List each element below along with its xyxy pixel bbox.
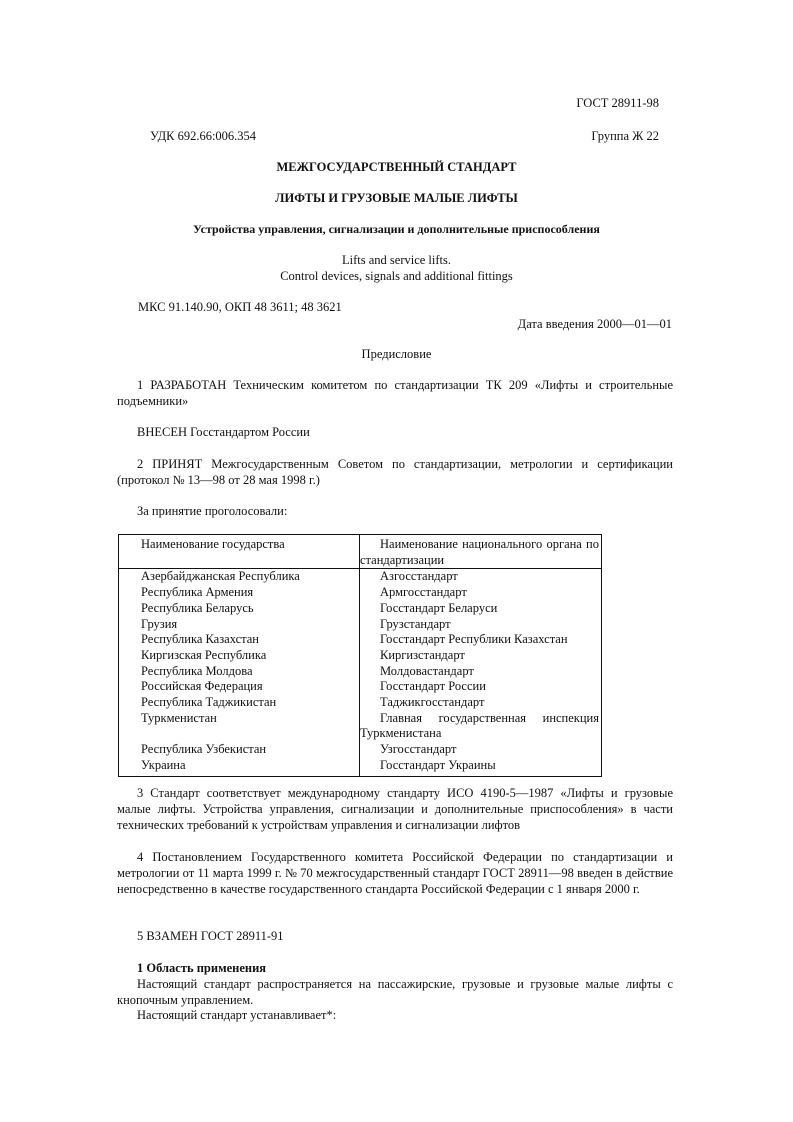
organization-name: Главная государственная инспекция <box>380 710 599 725</box>
voting-states-table <box>118 534 602 777</box>
state-name: Республика Узбекистан <box>141 742 267 757</box>
preface-paragraph-5: 5 ВЗАМЕН ГОСТ 28911-91 <box>137 929 284 943</box>
state-name: Украина <box>141 757 186 772</box>
voted-label: За принятие проголосовали: <box>137 504 288 518</box>
column-header-organization-line-1: Наименование национального органа по <box>380 537 599 551</box>
organization-name: Госстандарт Беларуси <box>380 600 498 615</box>
state-name: Республика Армения <box>141 585 254 600</box>
organization-name: Таджикгосстандарт <box>380 695 485 710</box>
table-header-row <box>119 535 602 569</box>
state-name: Республика Казахстан <box>141 632 259 647</box>
state-name-spacer <box>141 726 359 742</box>
introduction-date: Дата введения 2000—01—01 <box>517 317 672 331</box>
english-title-line-1: Lifts and service lifts. <box>342 253 451 267</box>
document-code: ГОСТ 28911-98 <box>576 96 659 110</box>
preface-paragraph-4: 4 Постановлением Государственного комитета Российской Федерации по стандартизации и метрологии от 11 марта 1999 г. № 70 межгосударственный стандарт ГОСТ 28911—98 введен в действие непосредственно в качестве государственного стандарта Российской Федерации с 1 января 2000 г. <box>117 850 673 896</box>
preface-heading: Предисловие <box>361 347 432 361</box>
organization-name: Азгосстандарт <box>380 569 458 584</box>
state-name: Республика Беларусь <box>141 600 254 615</box>
organization-name: Киргизстандарт <box>380 647 465 662</box>
organization-name-continued: Туркменистана <box>360 726 442 741</box>
state-name: Киргизская Республика <box>141 647 267 662</box>
state-name: Азербайджанская Республика <box>141 569 300 584</box>
column-header-organization <box>360 535 602 569</box>
organization-name: Госстандарт Украины <box>380 757 496 772</box>
organization-name: Узгосстандарт <box>380 742 457 757</box>
document-subtitle: Устройства управления, сигнализации и дополнительные приспособления <box>193 222 600 236</box>
organizations-column <box>360 569 602 776</box>
column-header-organization-line-2: стандартизации <box>360 552 445 567</box>
english-title-line-2: Control devices, signals and additional fittings <box>280 269 513 283</box>
states-column <box>119 569 360 776</box>
scope-heading: 1 Область применения <box>137 961 267 975</box>
organization-name: Госстандарт России <box>380 679 486 694</box>
organization-name: Молдовастандарт <box>380 663 474 678</box>
state-name: Республика Молдова <box>141 663 253 678</box>
organization-name: Армгосстандарт <box>380 585 467 600</box>
preface-paragraph-1: 1 РАЗРАБОТАН Техническим комитетом по стандартизации ТК 209 «Лифты и строительные подъемники» <box>117 378 673 408</box>
standard-type-heading: МЕЖГОСУДАРСТВЕННЫЙ СТАНДАРТ <box>276 160 517 174</box>
state-name: Республика Таджикистан <box>141 695 277 710</box>
scope-paragraph-2: Настоящий стандарт устанавливает*: <box>137 1008 337 1022</box>
preface-paragraph-2: 2 ПРИНЯТ Межгосударственным Советом по стандартизации, метрологии и сертификации (протокол № 13—98 от 28 мая 1998 г.) <box>117 457 673 487</box>
scope-paragraph-1: Настоящий стандарт распространяется на пассажирские, грузовые и грузовые малые лифты с кнопочным управлением. <box>117 977 673 1007</box>
preface-introduced-by: ВНЕСЕН Госстандартом России <box>137 425 310 439</box>
group-code: Группа Ж 22 <box>591 129 659 143</box>
state-name: Российская Федерация <box>141 679 263 694</box>
classification-codes: МКС 91.140.90, ОКП 48 3611; 48 3621 <box>138 300 342 314</box>
organization-name: Грузстандарт <box>380 616 451 631</box>
column-header-state: Наименование государства <box>119 535 360 569</box>
preface-paragraph-3: 3 Стандарт соответствует международному стандарту ИСО 4190-5—1987 «Лифты и грузовые малые лифты. Устройства управления, сигнализации и дополнительные приспособления» в части технических требований к устройствам управления и сигнализации лифтов <box>117 786 673 832</box>
organization-name: Госстандарт Республики Казахстан <box>380 632 568 647</box>
table-body-row <box>119 569 602 776</box>
document-title: ЛИФТЫ И ГРУЗОВЫЕ МАЛЫЕ ЛИФТЫ <box>275 191 518 205</box>
state-name: Грузия <box>141 616 178 631</box>
state-name: Туркменистан <box>141 710 217 725</box>
udk-code: УДК 692.66:006.354 <box>150 129 257 143</box>
